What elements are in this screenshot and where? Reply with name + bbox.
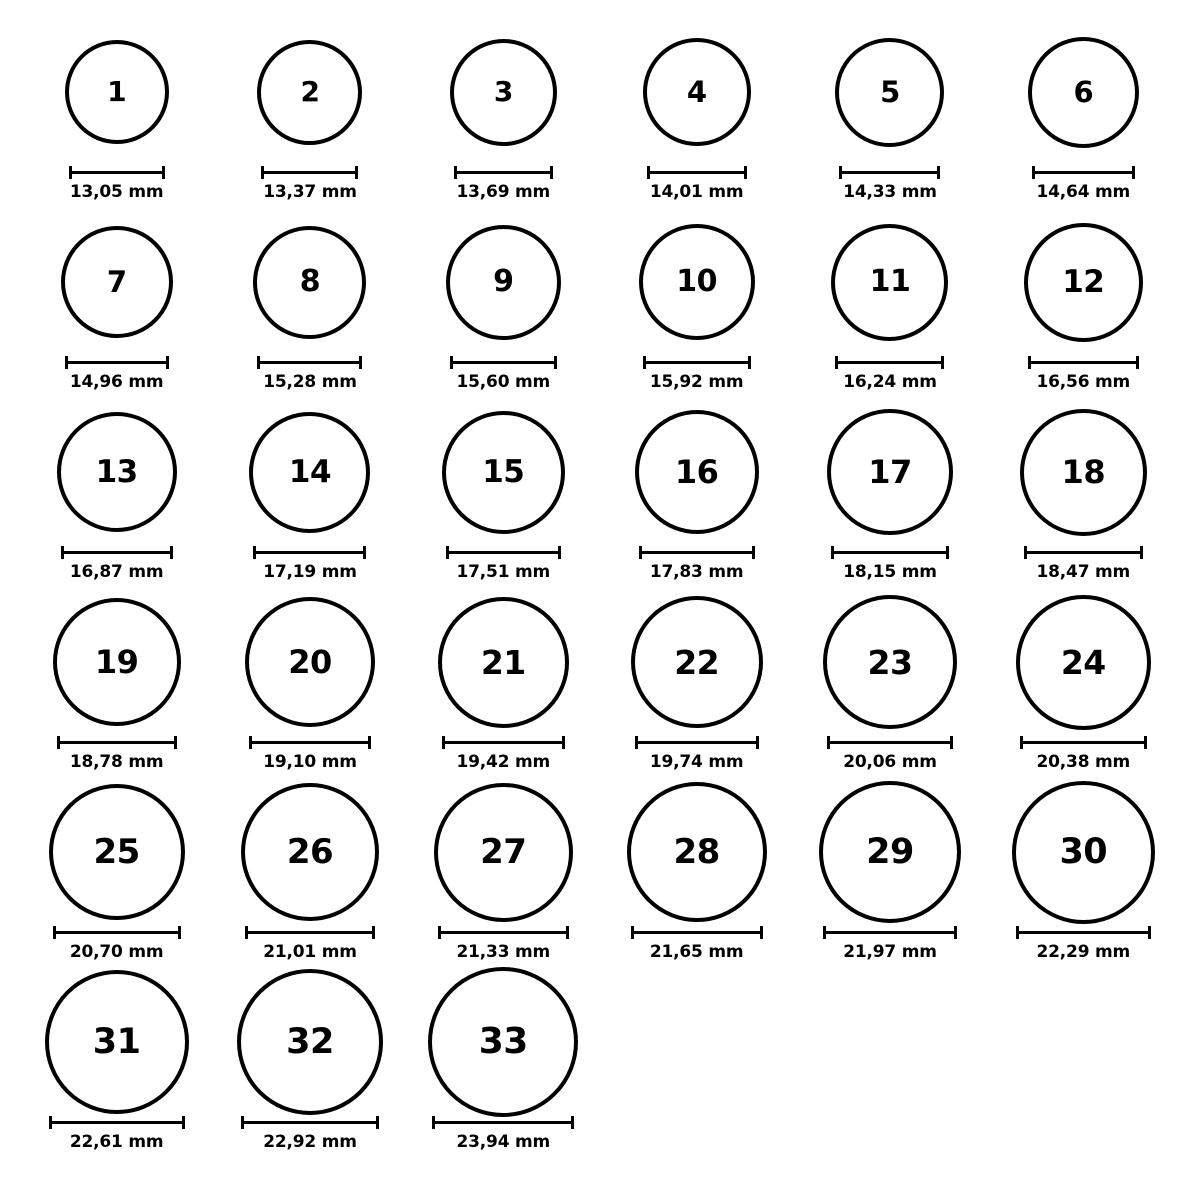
measure-line	[61, 551, 173, 554]
ring-circle	[1020, 409, 1147, 536]
diameter-measure-bar	[631, 926, 763, 938]
ring-circle-wrapper	[428, 968, 578, 1116]
ring-size-cell	[600, 588, 793, 778]
ring-size-number: 17	[868, 453, 912, 491]
measure-line	[823, 931, 957, 934]
ring-size-cell	[213, 778, 406, 968]
diameter-measure-bar	[823, 926, 957, 938]
ring-size-cell	[600, 398, 793, 588]
measure-line	[65, 361, 169, 364]
ring-size-number: 13	[95, 453, 138, 490]
ring-size-cell	[793, 588, 986, 778]
diameter-label: 18,47 mm	[1036, 562, 1131, 582]
ring-circle	[823, 595, 957, 729]
ring-size-number: 10	[676, 264, 718, 299]
ring-circle-wrapper	[53, 588, 181, 736]
ring-size-number: 4	[686, 74, 707, 109]
ring-circle-wrapper	[434, 778, 573, 926]
diameter-label: 14,64 mm	[1036, 182, 1131, 202]
measure-line	[249, 741, 371, 744]
diameter-measure-bar	[249, 736, 371, 748]
ring-circle	[627, 782, 767, 922]
ring-circle-wrapper	[245, 588, 375, 736]
diameter-label: 18,78 mm	[69, 752, 164, 772]
diameter-measure-bar	[639, 546, 755, 558]
ring-circle-wrapper	[442, 398, 565, 546]
ring-circle	[61, 226, 173, 338]
ring-circle-wrapper	[819, 778, 961, 926]
ring-size-cell	[987, 398, 1180, 588]
measure-line	[1016, 931, 1151, 934]
ring-size-number: 32	[286, 1021, 334, 1062]
diameter-measure-bar	[442, 736, 565, 748]
measure-line	[245, 931, 375, 934]
diameter-measure-bar	[261, 166, 358, 178]
diameter-measure-bar	[1024, 546, 1143, 558]
ring-size-cell	[987, 588, 1180, 778]
diameter-label: 18,15 mm	[843, 562, 937, 582]
ring-circle	[819, 781, 961, 923]
ring-circle-wrapper	[446, 208, 561, 356]
ring-size-cell	[20, 588, 213, 778]
diameter-label: 16,56 mm	[1036, 372, 1131, 392]
measure-line	[432, 1121, 574, 1124]
ring-circle-wrapper	[45, 968, 189, 1116]
measure-line	[1024, 551, 1143, 554]
ring-circle	[237, 969, 383, 1115]
diameter-measure-bar	[643, 356, 751, 368]
diameter-label: 20,06 mm	[843, 752, 937, 772]
diameter-label: 19,74 mm	[649, 752, 744, 772]
measure-line	[442, 741, 565, 744]
diameter-measure-bar	[432, 1116, 574, 1128]
ring-circle-wrapper	[253, 208, 366, 356]
ring-size-grid	[20, 18, 1180, 1158]
ring-circle-wrapper	[823, 588, 957, 736]
ring-size-cell	[407, 778, 600, 968]
measure-line	[831, 551, 949, 554]
ring-circle	[643, 38, 751, 146]
measure-line	[257, 361, 362, 364]
measure-line	[639, 551, 755, 554]
diameter-measure-bar	[57, 736, 177, 748]
diameter-measure-bar	[245, 926, 375, 938]
ring-size-number: 8	[299, 264, 321, 299]
diameter-measure-bar	[49, 1116, 185, 1128]
measure-line	[450, 361, 557, 364]
ring-size-cell	[213, 588, 406, 778]
diameter-measure-bar	[835, 356, 944, 368]
measure-line	[1032, 171, 1135, 174]
ring-circle-wrapper	[639, 208, 755, 356]
ring-size-cell	[793, 18, 986, 208]
ring-circle-wrapper	[241, 778, 379, 926]
ring-size-number: 31	[92, 1021, 141, 1062]
measure-line	[827, 741, 953, 744]
measure-line	[57, 741, 177, 744]
ring-circle-wrapper	[1016, 588, 1151, 736]
diameter-label: 20,70 mm	[69, 942, 164, 962]
diameter-measure-bar	[61, 546, 173, 558]
measure-line	[454, 171, 553, 174]
diameter-label: 16,24 mm	[843, 372, 937, 392]
ring-circle-wrapper	[1020, 398, 1147, 546]
ring-size-cell	[20, 968, 213, 1158]
ring-circle	[249, 412, 370, 533]
ring-circle	[428, 967, 578, 1117]
diameter-measure-bar	[65, 356, 169, 368]
ring-size-number: 6	[1073, 74, 1094, 109]
diameter-label: 17,19 mm	[263, 562, 357, 582]
diameter-label: 14,96 mm	[69, 372, 164, 392]
ring-size-cell	[213, 398, 406, 588]
ring-circle-wrapper	[827, 398, 953, 546]
ring-circle	[1012, 781, 1155, 924]
diameter-measure-bar	[839, 166, 940, 178]
ring-size-number: 21	[480, 642, 526, 682]
diameter-label: 14,33 mm	[843, 182, 937, 202]
measure-line	[835, 361, 944, 364]
ring-size-cell	[600, 18, 793, 208]
ring-circle	[245, 597, 375, 727]
diameter-measure-bar	[53, 926, 181, 938]
ring-circle-wrapper	[643, 18, 751, 166]
diameter-label: 20,38 mm	[1036, 752, 1131, 772]
diameter-label: 17,83 mm	[649, 562, 744, 582]
diameter-measure-bar	[1020, 736, 1147, 748]
ring-circle	[1028, 37, 1139, 148]
ring-circle	[639, 224, 755, 340]
ring-circle-wrapper	[831, 208, 948, 356]
measure-line	[839, 171, 940, 174]
ring-circle-wrapper	[65, 18, 169, 166]
diameter-measure-bar	[1028, 356, 1139, 368]
ring-size-number: 11	[869, 264, 911, 299]
measure-line	[1020, 741, 1147, 744]
ring-circle-wrapper	[627, 778, 767, 926]
ring-size-number: 30	[1059, 831, 1108, 872]
ring-size-cell	[407, 968, 600, 1158]
ring-size-number: 22	[674, 642, 720, 682]
ring-size-number: 15	[482, 453, 525, 490]
ring-size-number: 27	[480, 832, 527, 872]
diameter-label: 21,65 mm	[649, 942, 744, 962]
diameter-label: 19,10 mm	[263, 752, 357, 772]
ring-size-cell	[793, 778, 986, 968]
ring-size-number: 18	[1061, 453, 1106, 491]
ring-size-number: 7	[106, 264, 127, 299]
diameter-measure-bar	[241, 1116, 379, 1128]
ring-size-cell	[213, 208, 406, 398]
diameter-measure-bar	[446, 546, 561, 558]
ring-size-number: 19	[94, 643, 139, 681]
diameter-measure-bar	[635, 736, 759, 748]
ring-circle-wrapper	[61, 208, 173, 356]
ring-size-cell	[407, 208, 600, 398]
ring-size-number: 12	[1062, 263, 1105, 300]
ring-circle-wrapper	[635, 398, 759, 546]
ring-circle	[45, 970, 189, 1114]
ring-size-cell	[407, 18, 600, 208]
ring-circle-wrapper	[237, 968, 383, 1116]
ring-size-cell	[213, 968, 406, 1158]
diameter-measure-bar	[1032, 166, 1135, 178]
ring-size-cell	[407, 588, 600, 778]
ring-circle	[450, 39, 557, 146]
ring-circle-wrapper	[49, 778, 185, 926]
ring-size-cell	[20, 778, 213, 968]
measure-line	[643, 361, 751, 364]
diameter-measure-bar	[450, 356, 557, 368]
diameter-label: 22,29 mm	[1036, 942, 1131, 962]
ring-size-number: 14	[288, 453, 332, 490]
ring-size-number: 24	[1060, 642, 1106, 682]
diameter-measure-bar	[831, 546, 949, 558]
ring-circle-wrapper	[249, 398, 370, 546]
diameter-label: 21,33 mm	[456, 942, 551, 962]
measure-line	[241, 1121, 379, 1124]
ring-circle	[1024, 223, 1143, 342]
ring-circle-wrapper	[57, 398, 177, 546]
ring-size-number: 2	[300, 75, 320, 108]
measure-line	[261, 171, 358, 174]
diameter-measure-bar	[253, 546, 366, 558]
measure-line	[438, 931, 569, 934]
ring-circle-wrapper	[257, 18, 362, 166]
measure-line	[446, 551, 561, 554]
diameter-label: 22,92 mm	[263, 1132, 357, 1152]
ring-size-number: 33	[478, 1021, 528, 1062]
measure-line	[631, 931, 763, 934]
measure-line	[253, 551, 366, 554]
diameter-measure-bar	[438, 926, 569, 938]
ring-size-cell	[793, 398, 986, 588]
ring-size-number: 28	[673, 832, 720, 872]
diameter-label: 13,69 mm	[456, 182, 551, 202]
measure-line	[53, 931, 181, 934]
ring-circle-wrapper	[1012, 778, 1155, 926]
diameter-label: 19,42 mm	[456, 752, 551, 772]
diameter-label: 13,05 mm	[69, 182, 164, 202]
ring-circle	[49, 784, 185, 920]
ring-circle	[827, 409, 953, 535]
diameter-label: 22,61 mm	[69, 1132, 164, 1152]
diameter-measure-bar	[454, 166, 553, 178]
ring-circle	[631, 596, 763, 728]
measure-line	[49, 1121, 185, 1124]
measure-line	[69, 171, 165, 174]
diameter-measure-bar	[1016, 926, 1151, 938]
diameter-label: 16,87 mm	[69, 562, 164, 582]
ring-size-number: 29	[866, 831, 914, 872]
ring-size-number: 3	[493, 75, 513, 108]
ring-circle-wrapper	[438, 588, 569, 736]
ring-size-cell	[987, 18, 1180, 208]
diameter-label: 21,01 mm	[263, 942, 357, 962]
measure-line	[1028, 361, 1139, 364]
ring-circle-wrapper	[450, 18, 557, 166]
ring-size-cell	[213, 18, 406, 208]
ring-circle	[1016, 595, 1151, 730]
ring-size-number: 25	[93, 832, 140, 872]
diameter-measure-bar	[827, 736, 953, 748]
ring-circle	[446, 225, 561, 340]
ring-size-cell	[20, 208, 213, 398]
diameter-label: 15,28 mm	[263, 372, 357, 392]
ring-circle	[57, 412, 177, 532]
ring-circle	[53, 598, 181, 726]
ring-circle	[635, 410, 759, 534]
ring-size-number: 26	[286, 832, 334, 872]
ring-circle	[831, 224, 948, 341]
ring-circle	[438, 597, 569, 728]
ring-size-number: 23	[867, 642, 913, 682]
ring-size-number: 5	[880, 74, 900, 109]
ring-circle	[434, 783, 573, 922]
ring-circle	[253, 226, 366, 339]
ring-circle	[241, 783, 379, 921]
ring-size-cell	[793, 208, 986, 398]
ring-circle	[65, 40, 169, 144]
ring-circle-wrapper	[1028, 18, 1139, 166]
ring-circle-wrapper	[835, 18, 944, 166]
diameter-label: 21,97 mm	[843, 942, 937, 962]
diameter-measure-bar	[257, 356, 362, 368]
ring-size-cell	[987, 778, 1180, 968]
diameter-label: 23,94 mm	[456, 1132, 551, 1152]
diameter-label: 15,60 mm	[456, 372, 551, 392]
diameter-measure-bar	[647, 166, 747, 178]
ring-size-cell	[20, 398, 213, 588]
ring-size-number: 1	[107, 75, 127, 108]
measure-line	[647, 171, 747, 174]
diameter-label: 15,92 mm	[649, 372, 744, 392]
ring-size-cell	[600, 208, 793, 398]
diameter-label: 14,01 mm	[649, 182, 744, 202]
ring-size-cell	[20, 18, 213, 208]
ring-circle-wrapper	[1024, 208, 1143, 356]
ring-size-number: 16	[674, 453, 719, 491]
ring-circle	[442, 411, 565, 534]
ring-circle	[835, 38, 944, 147]
ring-circle	[257, 40, 362, 145]
ring-size-cell	[600, 778, 793, 968]
ring-size-number: 9	[493, 264, 514, 299]
ring-size-cell	[407, 398, 600, 588]
ring-size-cell	[987, 208, 1180, 398]
measure-line	[635, 741, 759, 744]
diameter-label: 13,37 mm	[263, 182, 357, 202]
diameter-label: 17,51 mm	[456, 562, 551, 582]
ring-size-number: 20	[288, 643, 332, 681]
ring-circle-wrapper	[631, 588, 763, 736]
diameter-measure-bar	[69, 166, 165, 178]
